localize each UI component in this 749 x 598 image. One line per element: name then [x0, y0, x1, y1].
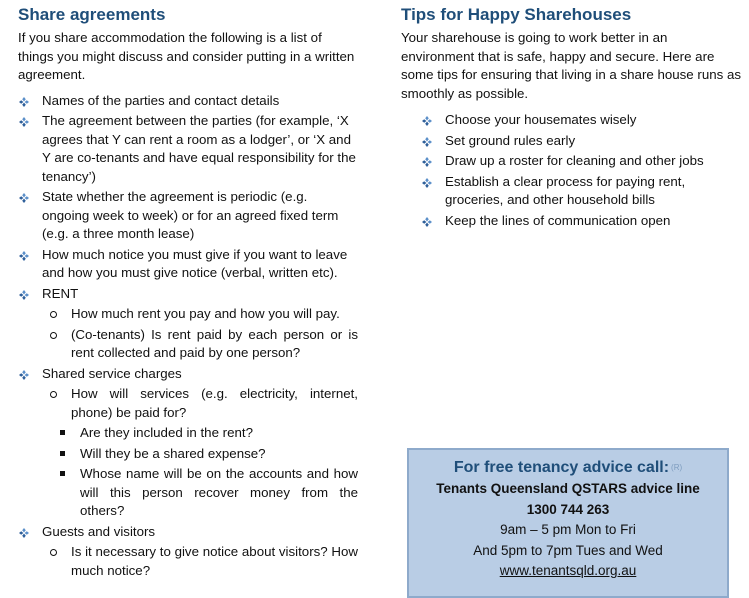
sub-sub-list-item: Will they be a shared expense? [18, 445, 358, 464]
sub-list-item: Is it necessary to give notice about visitors? How much notice? [18, 543, 358, 580]
advice-line-name: Tenants Queensland QSTARS advice line [436, 481, 700, 497]
advice-phone: 1300 744 263 [526, 501, 610, 517]
diamond-bullet-icon [19, 251, 29, 261]
sub-list-item: (Co-tenants) Is rent paid by each person or is rent collected and paid by one person? [18, 326, 358, 363]
list-item: Shared service charges [18, 365, 358, 384]
sub-list-item: How will services (e.g. electricity, internet, phone) be paid for? [18, 385, 358, 422]
share-agreements-section [18, 0, 358, 582]
diamond-bullet-icon [422, 178, 432, 188]
diamond-bullet-icon [19, 528, 29, 538]
diamond-bullet-icon [422, 137, 432, 147]
tip-item: Choose your housemates wisely [421, 111, 741, 130]
tenancy-advice-box [407, 448, 729, 598]
list-item: RENT [18, 285, 358, 304]
list-item: Guests and visitors [18, 523, 358, 542]
advice-heading: For free tenancy advice call: (R) [453, 459, 683, 477]
list-item: State whether the agreement is periodic (e.g. ongoing week to week) or for an agreed fixed term (e.g. a three month lease) [18, 188, 358, 244]
diamond-bullet-icon [19, 370, 29, 380]
advice-website-link[interactable]: www.tenantsqld.org.au [499, 563, 637, 579]
list-item: How much notice you must give if you want to leave and how you must give notice (verbal, written etc). [18, 246, 358, 283]
advice-hours-weekday: 9am – 5 pm Mon to Fri [500, 522, 636, 538]
diamond-bullet-icon [422, 116, 432, 126]
sharehouse-tips-list [401, 111, 741, 230]
sub-sub-list-item: Are they included in the rent? [18, 424, 358, 443]
tip-item: Set ground rules early [421, 132, 741, 151]
diamond-bullet-icon [19, 117, 29, 127]
sharehouse-tips-section [401, 0, 741, 232]
diamond-bullet-icon [19, 97, 29, 107]
advice-hours-evening: And 5pm to 7pm Tues and Wed [473, 542, 663, 558]
diamond-bullet-icon [422, 217, 432, 227]
tip-item: Keep the lines of communication open [421, 212, 741, 231]
share-agreements-list [18, 92, 358, 581]
sub-sub-list-item: Whose name will be on the accounts and how will this person recover money from the others? [18, 465, 358, 521]
sharehouse-tips-heading: Tips for Happy Sharehouses [401, 5, 632, 24]
sharehouse-tips-intro: Your sharehouse is going to work better in an environment that is safe, happy and secure. Here are some tips for ensuring that living in a share house runs as smoothly as possible. [401, 30, 741, 101]
list-item: The agreement between the parties (for example, ‘X agrees that Y can rent a room as a lodger’, or ‘X and Y are co-tenants and have equal responsibility for the tenancy’) [18, 112, 358, 186]
share-agreements-heading: Share agreements [18, 5, 166, 24]
share-agreements-intro: If you share accommodation the following is a list of things you might discuss and consider putting in a written agreement. [18, 30, 355, 82]
diamond-bullet-icon [422, 157, 432, 167]
tip-item: Draw up a roster for cleaning and other jobs [421, 152, 741, 171]
sub-list-item: How much rent you pay and how you will pay. [18, 305, 358, 324]
diamond-bullet-icon [19, 290, 29, 300]
list-item: Names of the parties and contact details [18, 92, 358, 111]
diamond-bullet-icon [19, 193, 29, 203]
registered-mark: (R) [671, 463, 683, 472]
tip-item: Establish a clear process for paying rent, groceries, and other household bills [421, 173, 741, 210]
